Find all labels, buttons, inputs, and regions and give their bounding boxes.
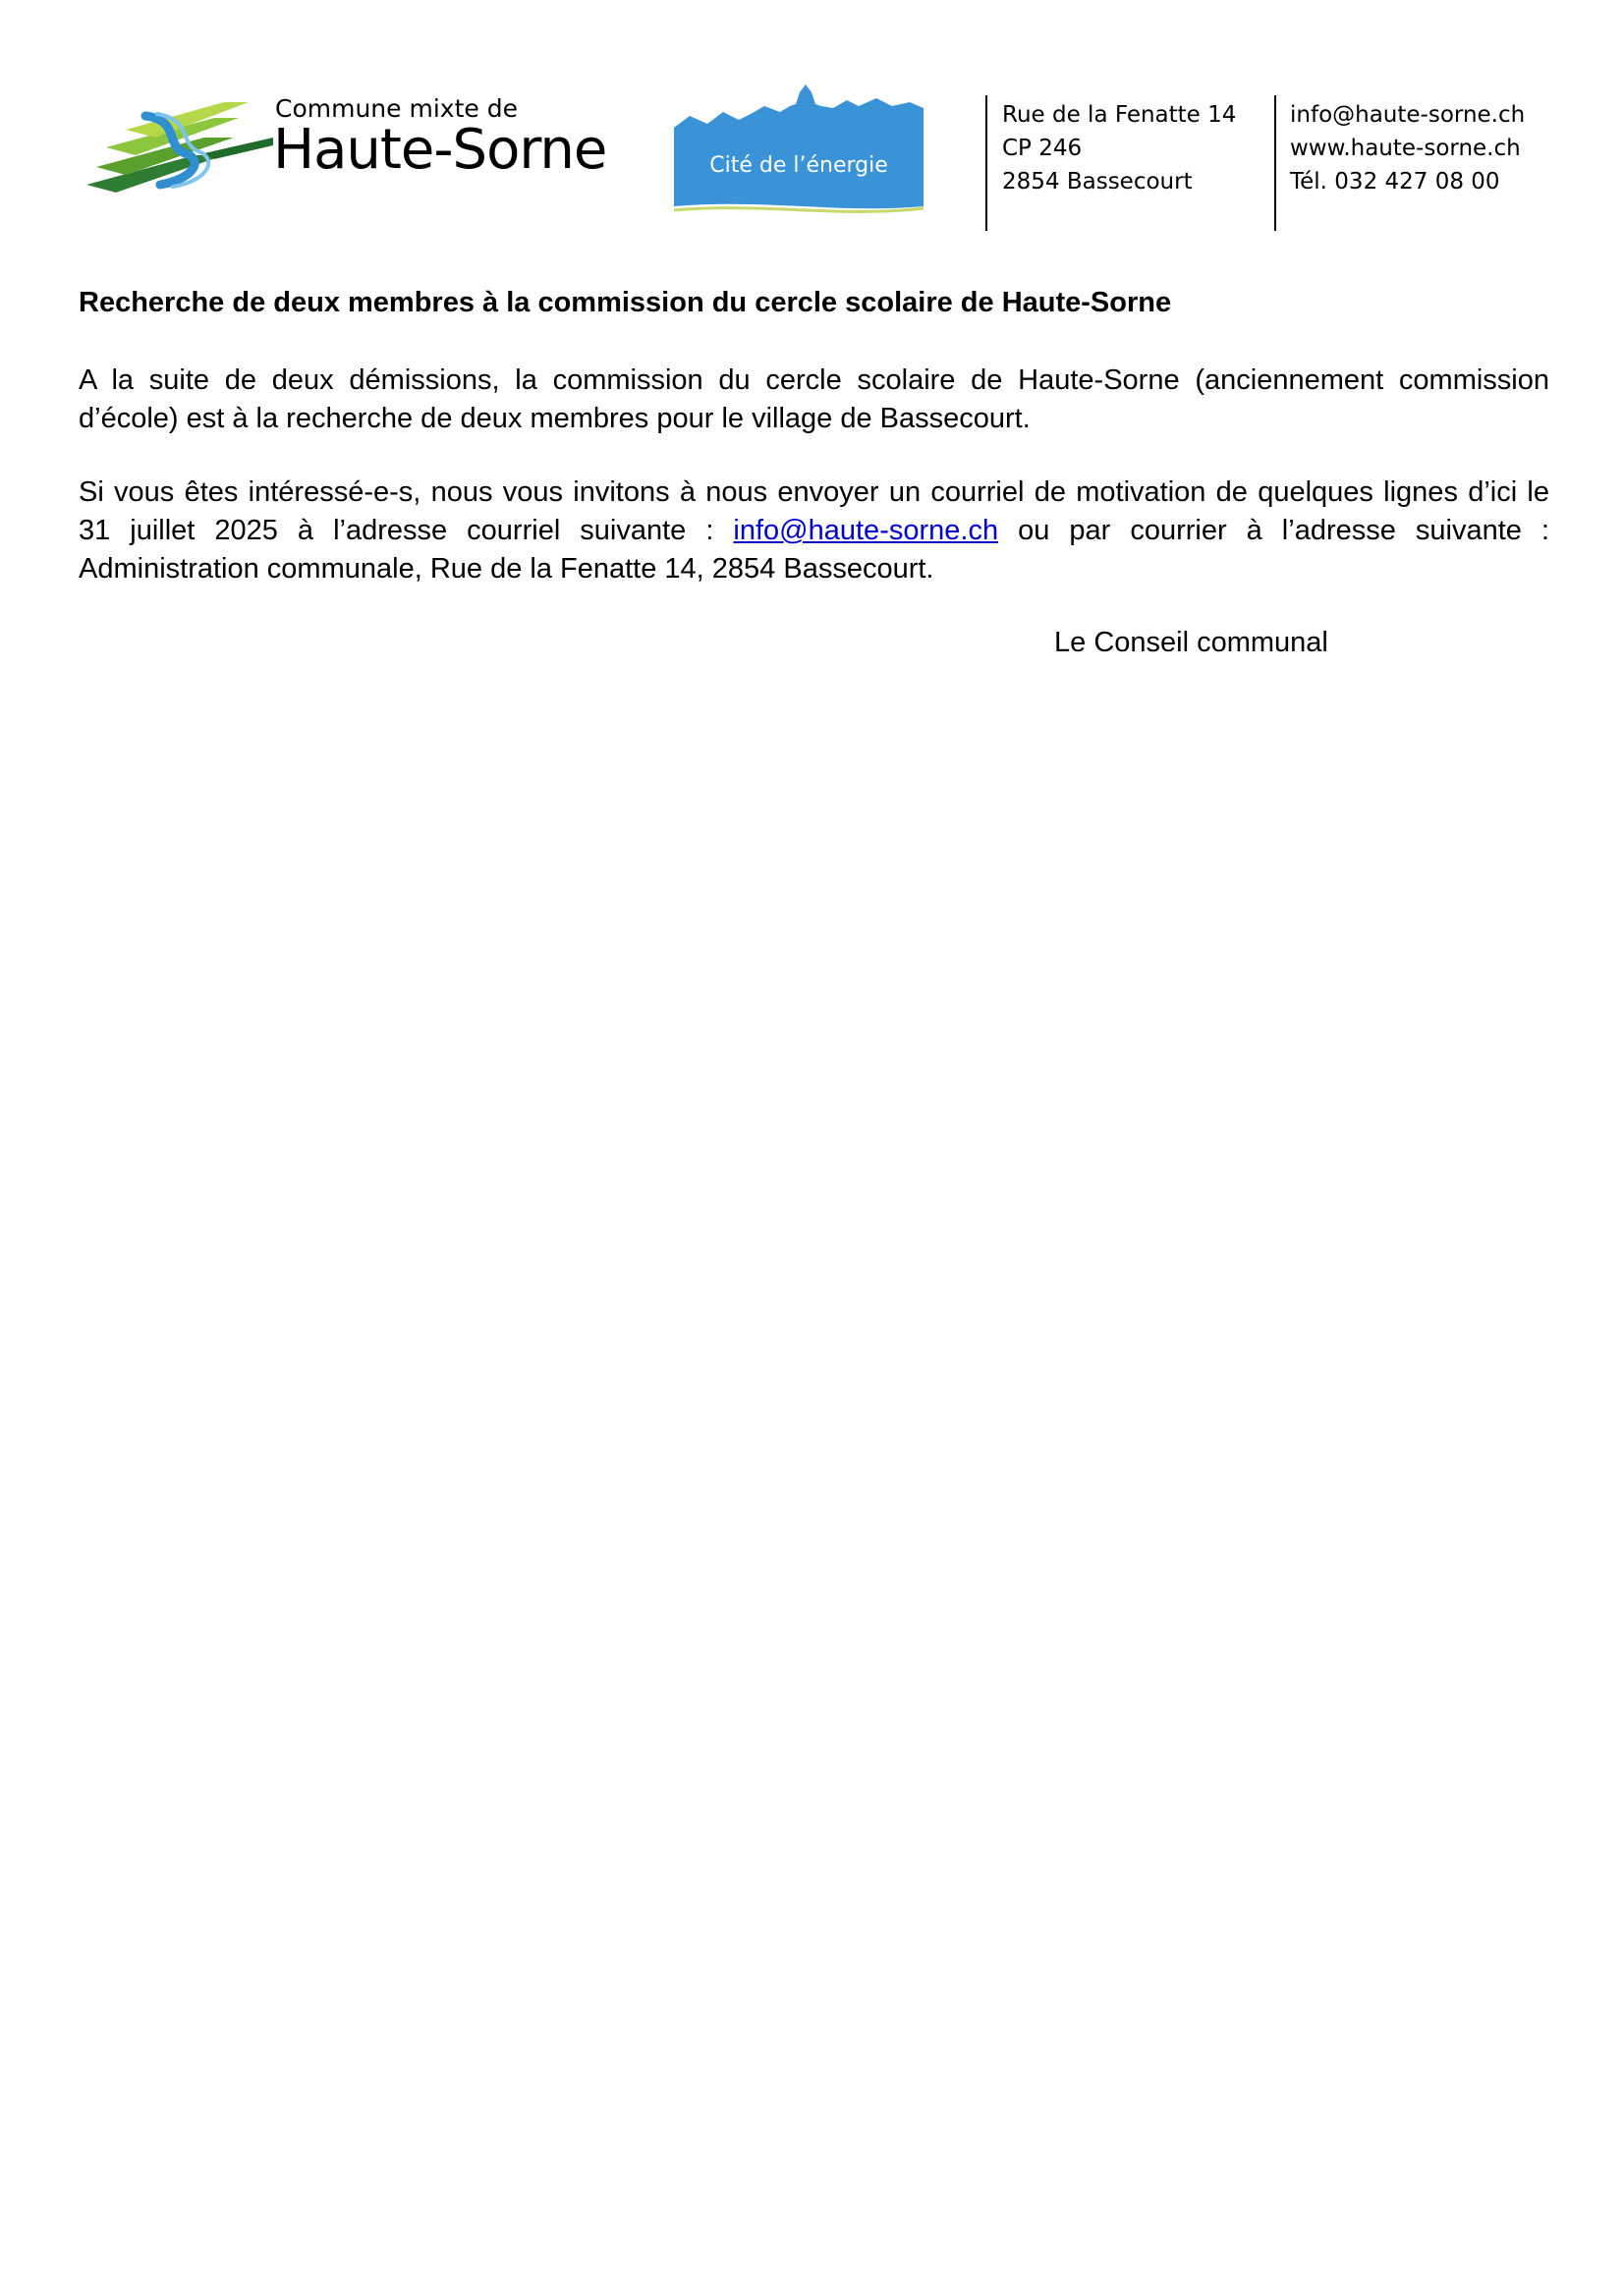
header-divider: [985, 95, 987, 231]
paragraph-text: Si vous êtes intéressé-e-s, nous vous invitons à nous envoyer un courriel de motivation de quelques lignes d’ici le 31 juillet 2025 à l’adresse courriel suivante :: [79, 476, 1549, 546]
logo-title: Haute-Sorne: [273, 118, 607, 182]
logo-subtitle: Commune mixte de: [275, 94, 518, 123]
contact-email: info@haute-sorne.ch: [1290, 102, 1526, 128]
contact-website: www.haute-sorne.ch: [1290, 136, 1521, 161]
address-city: 2854 Bassecourt: [1002, 169, 1193, 195]
header-divider: [1274, 95, 1276, 231]
haute-sorne-logo: [77, 90, 627, 200]
haute-sorne-logo-mark-icon: [77, 98, 273, 193]
paragraph-text: ou par courrier à l’adresse suivante : Administration communale, Rue de la Fenatte 14, 2854 Bassecourt.: [79, 515, 1549, 585]
cite-de-l-energie-badge: [674, 84, 929, 214]
address-street: Rue de la Fenatte 14: [1002, 102, 1237, 128]
paragraph-application: [79, 474, 1549, 588]
cite-de-l-energie-logo-icon: [674, 84, 929, 214]
paragraph-intro: A la suite de deux démissions, la commission du cercle scolaire de Haute-Sorne (anciennement commission d’école) est à la recherche de deux membres pour le village de Bassecourt.: [79, 364, 1549, 434]
contact-phone: Tél. 032 427 08 00: [1290, 169, 1500, 195]
contact-block: [1290, 98, 1525, 198]
email-link[interactable]: info@haute-sorne.ch: [733, 515, 999, 546]
address-block: [1002, 98, 1236, 198]
signature: Le Conseil communal: [1054, 627, 1328, 658]
energie-label: Cité de l’énergie: [709, 153, 888, 178]
address-po-box: CP 246: [1002, 136, 1083, 161]
document-title: Recherche de deux membres à la commission du cercle scolaire de Haute-Sorne: [79, 287, 1172, 318]
